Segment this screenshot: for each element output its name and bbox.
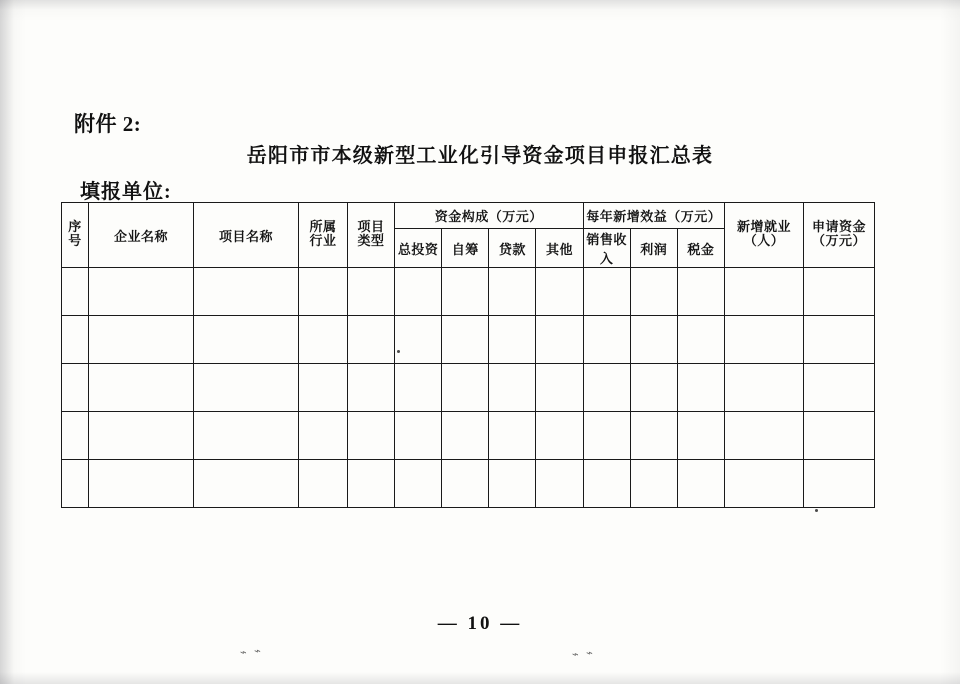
table-row[interactable] (62, 460, 875, 508)
column-header-applied-funds (804, 203, 875, 268)
cell-industry[interactable] (299, 364, 348, 412)
cell-type[interactable] (348, 412, 395, 460)
cell-other[interactable] (536, 316, 583, 364)
cell-total-investment[interactable] (395, 460, 442, 508)
cell-profit[interactable] (630, 460, 677, 508)
cell-loan[interactable] (489, 364, 536, 412)
cell-profit[interactable] (630, 364, 677, 412)
column-header-seq-line-1: 序 (68, 220, 82, 236)
column-header-new-jobs-line-2: （人） (743, 234, 785, 249)
cell-other[interactable] (536, 460, 583, 508)
cell-total-investment[interactable] (395, 316, 442, 364)
cell-self-raised[interactable] (442, 412, 489, 460)
table-row[interactable] (62, 268, 875, 316)
cell-company[interactable] (89, 460, 194, 508)
column-header-sales-revenue: 销售收入 (583, 229, 630, 268)
cell-seq[interactable] (62, 460, 89, 508)
cell-industry[interactable] (299, 316, 348, 364)
cell-other[interactable] (536, 412, 583, 460)
group-header-funding-composition: 资金构成（万元） (395, 203, 584, 229)
column-header-seq (62, 203, 89, 268)
table-head (62, 203, 875, 268)
cell-new-jobs[interactable] (725, 364, 804, 412)
cell-applied-funds[interactable] (804, 412, 875, 460)
cell-applied-funds[interactable] (804, 316, 875, 364)
cell-company[interactable] (89, 412, 194, 460)
table-row[interactable] (62, 364, 875, 412)
cell-other[interactable] (536, 268, 583, 316)
cell-type[interactable] (348, 364, 395, 412)
cell-industry[interactable] (299, 412, 348, 460)
column-header-type-line-1: 项目 (357, 219, 385, 235)
cell-total-investment[interactable] (395, 364, 442, 412)
column-header-company: 企业名称 (89, 203, 194, 268)
column-header-applied-funds-line-2: （万元） (811, 234, 866, 249)
summary-table (61, 202, 875, 508)
cell-profit[interactable] (630, 316, 677, 364)
cell-total-investment[interactable] (395, 412, 442, 460)
scan-speck (815, 509, 818, 512)
cell-project[interactable] (194, 412, 299, 460)
cell-new-jobs[interactable] (725, 268, 804, 316)
column-header-project: 项目名称 (194, 203, 299, 268)
cell-tax[interactable] (677, 364, 724, 412)
column-header-new-jobs-line-1: 新增就业 (736, 219, 791, 235)
column-header-tax: 税金 (677, 229, 724, 268)
cell-applied-funds[interactable] (804, 364, 875, 412)
cell-industry[interactable] (299, 268, 348, 316)
column-header-industry-line-2: 行业 (309, 234, 337, 249)
column-header-total-investment: 总投资 (395, 229, 442, 268)
column-header-seq-line-2: 号 (68, 234, 82, 249)
column-header-self-raised: 自筹 (442, 229, 489, 268)
column-header-industry-line-1: 所属 (309, 219, 337, 235)
cell-self-raised[interactable] (442, 268, 489, 316)
cell-seq[interactable] (62, 364, 89, 412)
cell-loan[interactable] (489, 268, 536, 316)
cell-industry[interactable] (299, 460, 348, 508)
cell-company[interactable] (89, 268, 194, 316)
cell-project[interactable] (194, 316, 299, 364)
group-header-annual-benefit: 每年新增效益（万元） (583, 203, 724, 229)
cell-new-jobs[interactable] (725, 316, 804, 364)
cell-seq[interactable] (62, 412, 89, 460)
cell-project[interactable] (194, 460, 299, 508)
page-number: — 10 — (437, 613, 523, 634)
table-body (62, 268, 875, 508)
scan-speck (397, 350, 400, 353)
cell-type[interactable] (348, 316, 395, 364)
page-title: 岳阳市市本级新型工业化引导资金项目申报汇总表 (246, 143, 714, 167)
cell-self-raised[interactable] (442, 316, 489, 364)
cell-seq[interactable] (62, 268, 89, 316)
scan-smudge-left: ⌁ ⌁ (239, 643, 264, 660)
cell-applied-funds[interactable] (804, 460, 875, 508)
column-header-type-line-2: 类型 (357, 234, 385, 249)
cell-project[interactable] (194, 364, 299, 412)
cell-sales-revenue[interactable] (583, 460, 630, 508)
cell-self-raised[interactable] (442, 364, 489, 412)
table-row[interactable] (62, 316, 875, 364)
cell-loan[interactable] (489, 460, 536, 508)
cell-type[interactable] (348, 268, 395, 316)
cell-company[interactable] (89, 316, 194, 364)
cell-sales-revenue[interactable] (583, 316, 630, 364)
column-header-industry (299, 203, 348, 268)
cell-loan[interactable] (489, 316, 536, 364)
column-header-profit: 利润 (630, 229, 677, 268)
cell-sales-revenue[interactable] (583, 364, 630, 412)
cell-tax[interactable] (677, 460, 724, 508)
column-header-loan: 贷款 (489, 229, 536, 268)
attachment-label: 附件 2: (74, 112, 142, 136)
summary-table-container (61, 202, 875, 508)
cell-self-raised[interactable] (442, 460, 489, 508)
cell-sales-revenue[interactable] (583, 412, 630, 460)
reporting-unit-label: 填报单位: (80, 181, 172, 203)
cell-sales-revenue[interactable] (583, 268, 630, 316)
cell-tax[interactable] (677, 268, 724, 316)
cell-company[interactable] (89, 364, 194, 412)
cell-type[interactable] (348, 460, 395, 508)
cell-project[interactable] (194, 268, 299, 316)
column-header-applied-funds-line-1: 申请资金 (811, 219, 866, 235)
cell-profit[interactable] (630, 412, 677, 460)
cell-other[interactable] (536, 364, 583, 412)
cell-total-investment[interactable] (395, 268, 442, 316)
cell-applied-funds[interactable] (804, 268, 875, 316)
table-row[interactable] (62, 412, 875, 460)
cell-tax[interactable] (677, 316, 724, 364)
column-header-type (348, 203, 395, 268)
column-header-new-jobs (725, 203, 804, 268)
scan-smudge-right: ⌁ ⌁ (571, 645, 596, 662)
cell-tax[interactable] (677, 412, 724, 460)
cell-seq[interactable] (62, 316, 89, 364)
cell-loan[interactable] (489, 412, 536, 460)
cell-profit[interactable] (630, 268, 677, 316)
table-header-row-1 (62, 203, 875, 229)
cell-new-jobs[interactable] (725, 460, 804, 508)
column-header-other: 其他 (536, 229, 583, 268)
cell-new-jobs[interactable] (725, 412, 804, 460)
